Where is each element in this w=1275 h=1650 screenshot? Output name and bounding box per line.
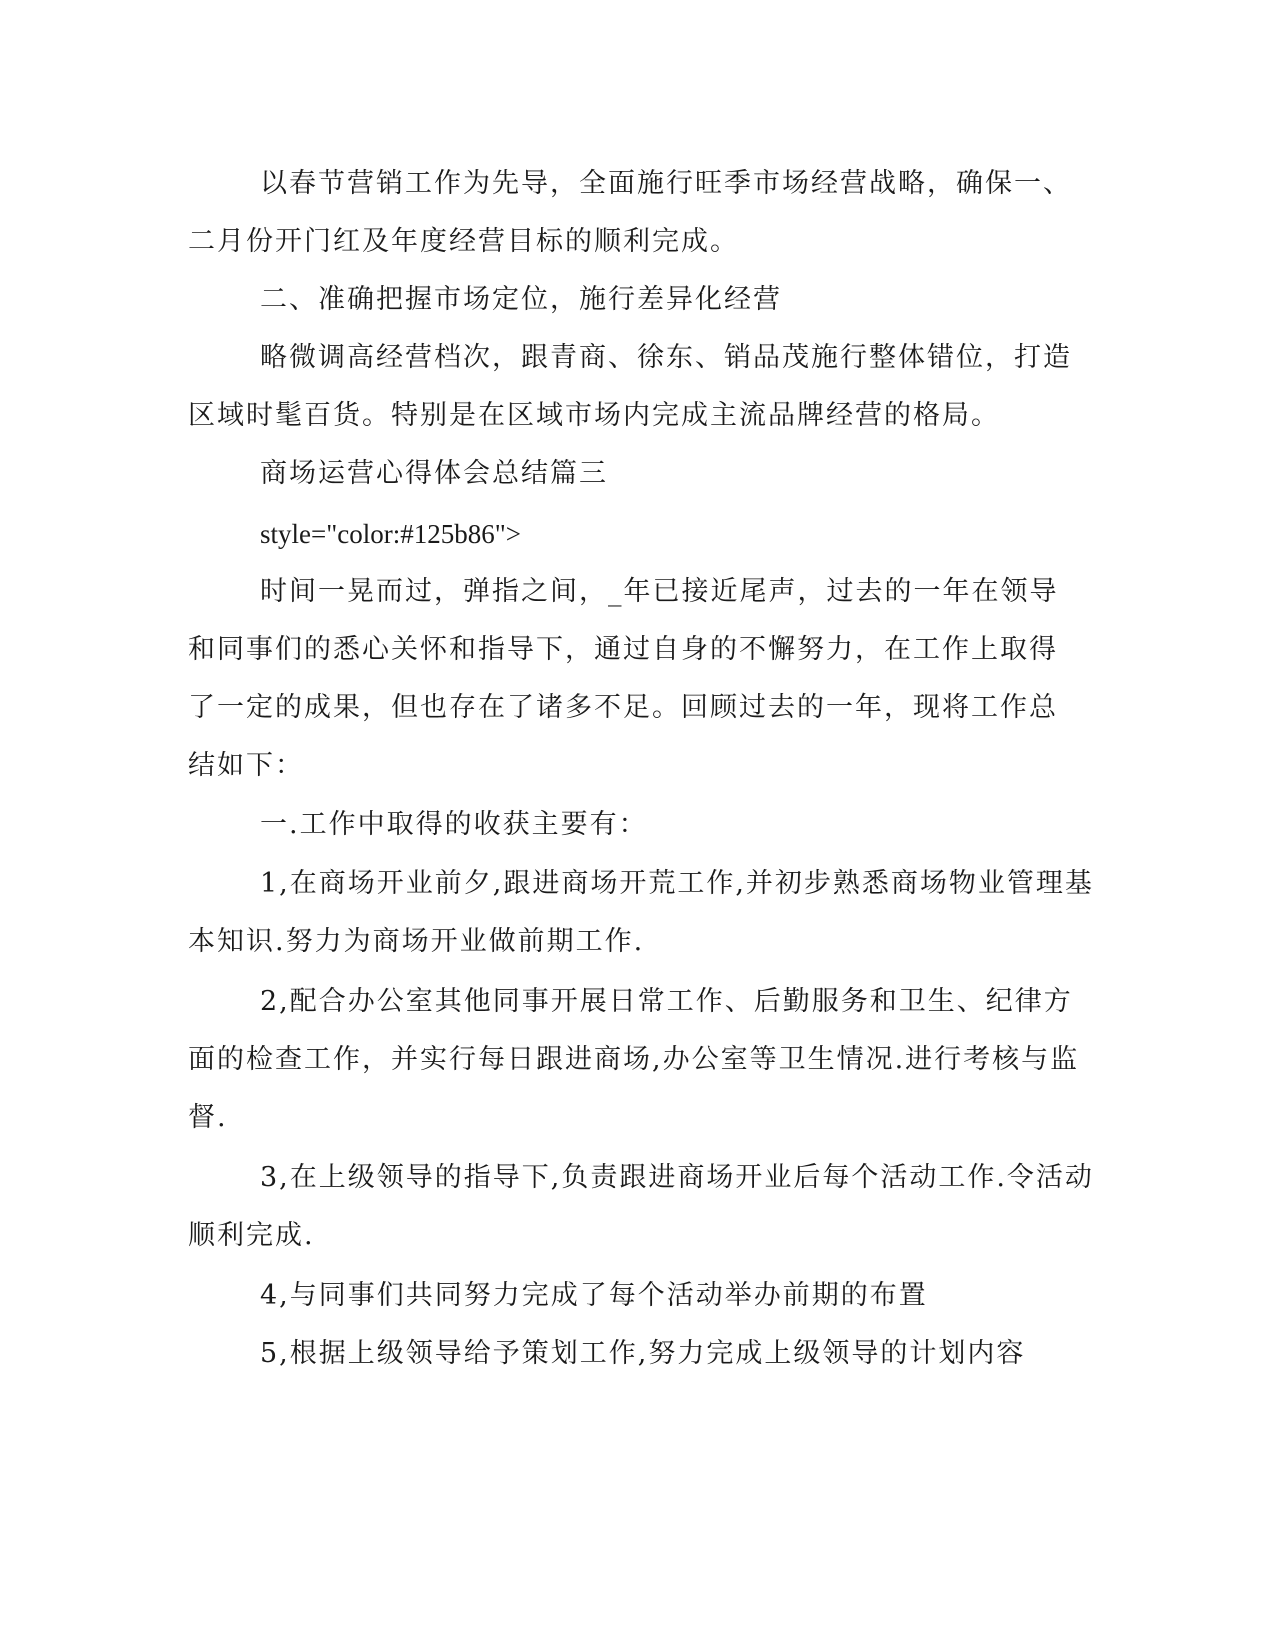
paragraph-line: 本知识.努力为商场开业做前期工作. — [188, 926, 645, 957]
paragraph-line: 略微调高经营档次，跟青商、徐东、销品茂施行整体错位，打造 — [260, 342, 1072, 373]
section-heading: 二、准确把握市场定位，施行差异化经营 — [260, 284, 782, 315]
paragraph-line: 顺利完成. — [188, 1220, 315, 1251]
paragraph-line: 和同事们的悉心关怀和指导下，通过自身的不懈努力，在工作上取得 — [188, 634, 1058, 665]
stray-markup-text: style="color:#125b86"> — [260, 519, 521, 549]
paragraph-line: 面的检查工作，并实行每日跟进商场,办公室等卫生情况.进行考核与监 — [188, 1044, 1080, 1075]
paragraph-line: 结如下： — [188, 750, 304, 781]
paragraph-line: 督. — [188, 1102, 228, 1133]
article-title: 商场运营心得体会总结篇三 — [260, 458, 608, 489]
paragraph-line: 了一定的成果，但也存在了诸多不足。回顾过去的一年，现将工作总 — [188, 692, 1058, 723]
list-item: 4,与同事们共同努力完成了每个活动举办前期的布置 — [260, 1280, 928, 1311]
paragraph-line: 二月份开门红及年度经营目标的顺利完成。 — [188, 226, 739, 257]
section-heading: 一.工作中取得的收获主要有： — [260, 809, 648, 840]
list-item: 3,在上级领导的指导下,负责跟进商场开业后每个活动工作.令活动 — [260, 1162, 1094, 1193]
paragraph-line: 区域时髦百货。特别是在区域市场内完成主流品牌经营的格局。 — [188, 400, 1000, 431]
paragraph-line: 以春节营销工作为先导，全面施行旺季市场经营战略，确保一、 — [260, 168, 1072, 199]
list-item: 2,配合办公室其他同事开展日常工作、后勤服务和卫生、纪律方 — [260, 986, 1073, 1017]
list-item: 5,根据上级领导给予策划工作,努力完成上级领导的计划内容 — [260, 1338, 1026, 1369]
list-item: 1,在商场开业前夕,跟进商场开荒工作,并初步熟悉商场物业管理基 — [260, 868, 1094, 899]
paragraph-line: 时间一晃而过，弹指之间，_年已接近尾声，过去的一年在领导 — [260, 576, 1059, 607]
